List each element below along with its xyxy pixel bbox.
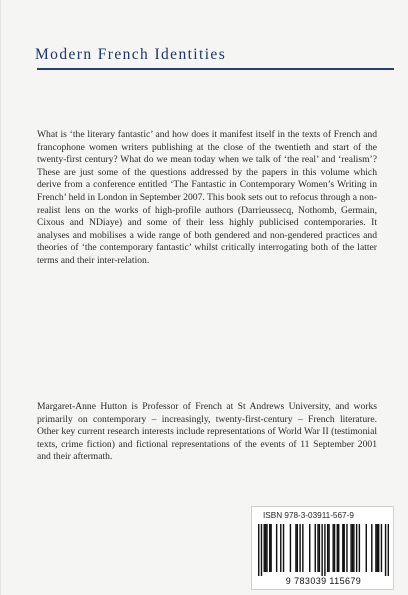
barcode-bar [258, 524, 259, 576]
barcode-bar [381, 524, 382, 572]
barcode-box [251, 506, 394, 590]
barcode-bar [309, 524, 310, 572]
barcode-icon [258, 524, 389, 576]
barcode-bar [261, 524, 262, 576]
book-description: What is ‘the literary fantastic’ and how does it manifest itself in the texts of French and francophone women writers publishing at the close of the twentieth and start of the twenty-first century? What do we mean today when we talk of ‘the real’ and ‘realism’? These are just some of the questions addressed by the papers in this volume which derive from a conference entitled ‘The Fantastic in Contemporary Women’s Writing in French’ held in London in September 2007. This book sets out to refocus through a non-realist lens on the works of high-profile authors (Darrieussecq, Nothomb, Germain, Cixous and NDiaye) and some of their less highly publicised contemporaries. It analyses and mobilises a wide range of both gendered and non-gendered practices and theories of ‘the contemporary fantastic’ whilst critically interrogating both of the latter terms and their inter-relation. [37, 129, 377, 266]
author-bio: Margaret-Anne Hutton is Professor of French at St Andrews University, and works primarily on contemporary – increasingly, twenty-first-century – French literature. Other key current research interests include representations of World War II (testimonial texts, crime fiction) and fictional representations of the events of 11 September 2001 and their aftermath. [37, 401, 377, 463]
barcode-bar [371, 524, 372, 572]
barcode-bar [266, 524, 267, 572]
barcode-digits: 9 783039 115679 [285, 576, 362, 586]
barcode-bar [295, 524, 296, 572]
barcode-bar [377, 524, 378, 572]
barcode-bar [264, 524, 265, 572]
barcode-bar [290, 524, 291, 572]
barcode-bar [343, 524, 344, 572]
barcode-bar [346, 524, 347, 572]
barcode-bar [337, 524, 338, 572]
barcode-bar [338, 524, 339, 572]
barcode-bar [280, 524, 281, 572]
barcode-bar [334, 524, 335, 572]
barcode-bar [352, 524, 353, 572]
barcode-bar [332, 524, 333, 572]
barcode-bar [378, 524, 379, 572]
barcode-bar [327, 524, 328, 572]
barcode-bar [366, 524, 367, 572]
barcode-bar [356, 524, 357, 572]
barcode-bar [359, 524, 360, 572]
barcode-bar [269, 524, 270, 572]
barcode-bar [270, 524, 271, 572]
series-title: Modern French Identities [35, 46, 227, 63]
title-rule [37, 68, 394, 70]
barcode-bar [276, 524, 277, 572]
barcode-bar [302, 524, 303, 572]
barcode-bar [324, 524, 325, 576]
barcode-bar [317, 524, 318, 572]
barcode-bar [315, 524, 316, 572]
barcode-bar [299, 524, 300, 572]
barcode-bar [353, 524, 354, 572]
barcode-bar [297, 524, 298, 572]
barcode-bar [321, 524, 322, 576]
barcode-bar [385, 524, 386, 576]
barcode-bar [388, 524, 389, 576]
isbn-label: ISBN 978-3-03911-567-9 [263, 511, 354, 520]
barcode-bar [342, 524, 343, 572]
barcode-bar [328, 524, 329, 572]
barcode-bar [265, 524, 266, 572]
barcode-bar [375, 524, 376, 572]
barcode-bar [319, 524, 320, 572]
barcode-bar [350, 524, 351, 572]
barcode-bar [283, 524, 284, 572]
